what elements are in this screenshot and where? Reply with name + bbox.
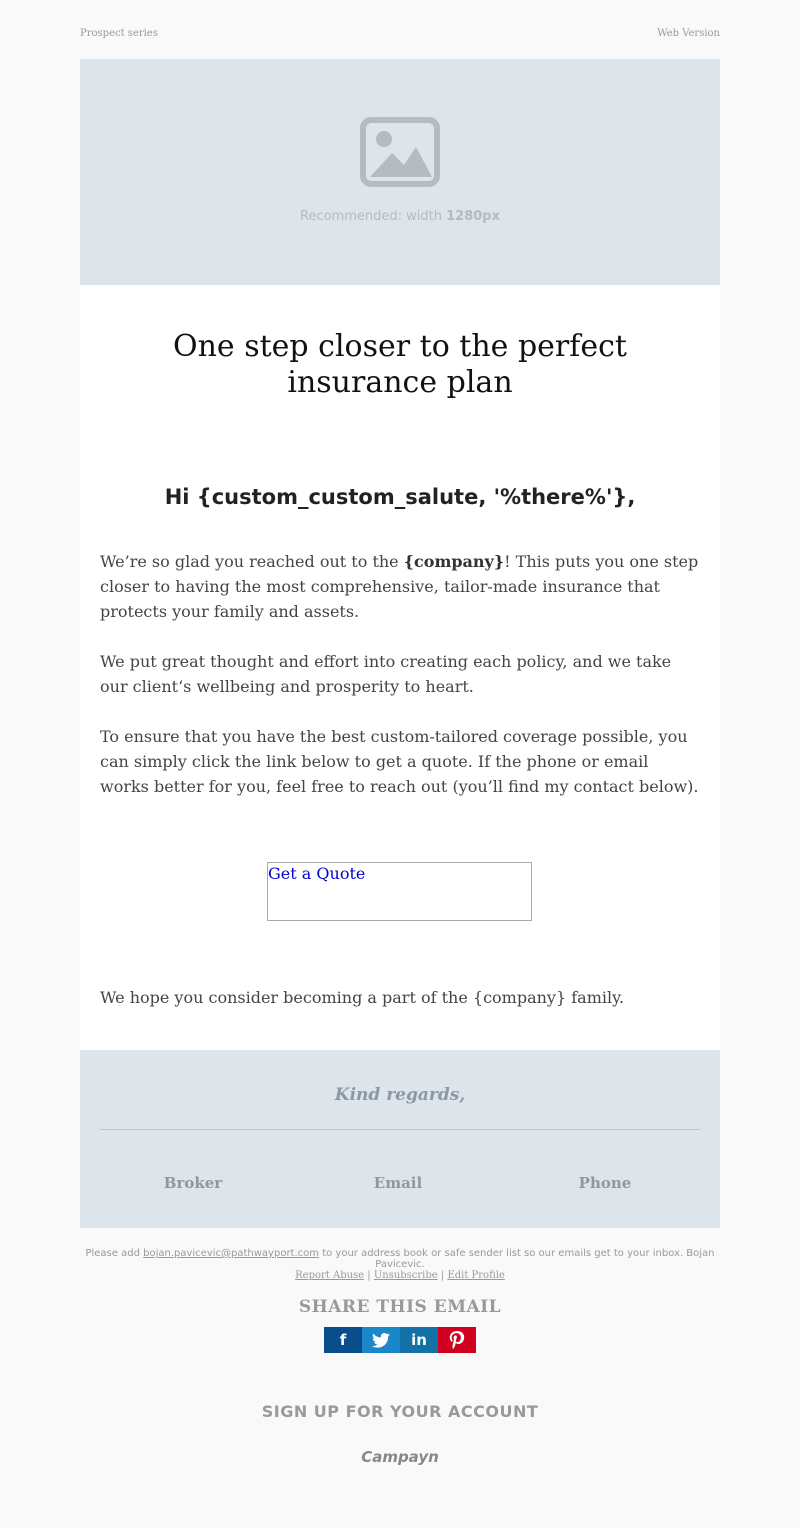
- report-abuse-link[interactable]: Report Abuse: [295, 1270, 365, 1281]
- email-container: [80, 59, 720, 1228]
- hero-image-placeholder: [80, 59, 720, 285]
- unsubscribe-link[interactable]: Unsubscribe: [373, 1270, 438, 1281]
- intro-text-start: We’re so glad you reached out to the: [100, 552, 404, 571]
- phone-label: Phone: [578, 1174, 632, 1192]
- email-label: Email: [373, 1174, 423, 1192]
- intro-text-end: ! This puts you one step closer to having the most comprehensive, tailor-made insurance that protects your family and assets.: [100, 552, 699, 621]
- twitter-icon[interactable]: [362, 1327, 400, 1353]
- footer-note-end: to your address book or safe sender list so our emails get to your inbox. Bojan Pavicevic.: [319, 1248, 715, 1270]
- company-token: {company}: [403, 552, 505, 571]
- signup-link[interactable]: SIGN UP FOR YOUR ACCOUNT: [261, 1402, 539, 1421]
- pinterest-icon[interactable]: [438, 1327, 476, 1353]
- greeting: Hi {custom_custom_salute, '%there%'},: [164, 485, 636, 509]
- recommended-value: 1280px: [446, 209, 500, 224]
- email-title: One step closer to the perfect insurance plan: [173, 329, 627, 400]
- link-separator: |: [364, 1270, 374, 1281]
- preheader-text: Prospect series: [80, 28, 158, 39]
- share-title: SHARE THIS EMAIL: [298, 1297, 502, 1317]
- get-a-quote-label: Get a Quote: [268, 864, 366, 883]
- twitter-bird-glyph: [372, 1333, 390, 1348]
- image-placeholder-icon: [360, 117, 440, 187]
- broker-label: Broker: [163, 1174, 223, 1192]
- signature-divider: [100, 1129, 700, 1130]
- web-version-link[interactable]: Web Version: [657, 28, 720, 39]
- edit-profile-link[interactable]: Edit Profile: [447, 1270, 505, 1281]
- pre-header: [80, 28, 720, 42]
- get-a-quote-button[interactable]: [267, 862, 532, 921]
- kind-regards: Kind regards,: [334, 1085, 466, 1105]
- linkedin-icon[interactable]: in: [400, 1327, 438, 1353]
- recommended-width-text: [80, 209, 720, 224]
- sender-email-link[interactable]: bojan.pavicevic@pathwayport.com: [143, 1248, 320, 1259]
- social-share-bar: [324, 1327, 476, 1353]
- recommended-label: Recommended: width: [300, 209, 447, 224]
- footer-note-start: Please add: [85, 1248, 144, 1259]
- email-body: [80, 285, 720, 1050]
- pinterest-p-glyph: [449, 1331, 465, 1349]
- paragraph-policy: We put great thought and effort into creating each policy, and we take our client‘s wellbeing and prosperity to heart.: [100, 652, 672, 696]
- paragraph-quote: To ensure that you have the best custom-tailored coverage possible, you can simply click the link below to get a quote. If the phone or email works better for you, feel free to reach out (you’ll find my contact below).: [100, 727, 699, 796]
- footer-note: [80, 1248, 720, 1270]
- signature-block: [80, 1050, 720, 1228]
- paragraph-closing: We hope you consider becoming a part of the {company} family.: [100, 988, 625, 1007]
- footer-links: [80, 1270, 720, 1281]
- link-separator: |: [437, 1270, 448, 1281]
- paragraph-intro: [100, 549, 700, 624]
- facebook-icon[interactable]: f: [324, 1327, 362, 1353]
- campayn-logo[interactable]: Campayn: [361, 1448, 439, 1466]
